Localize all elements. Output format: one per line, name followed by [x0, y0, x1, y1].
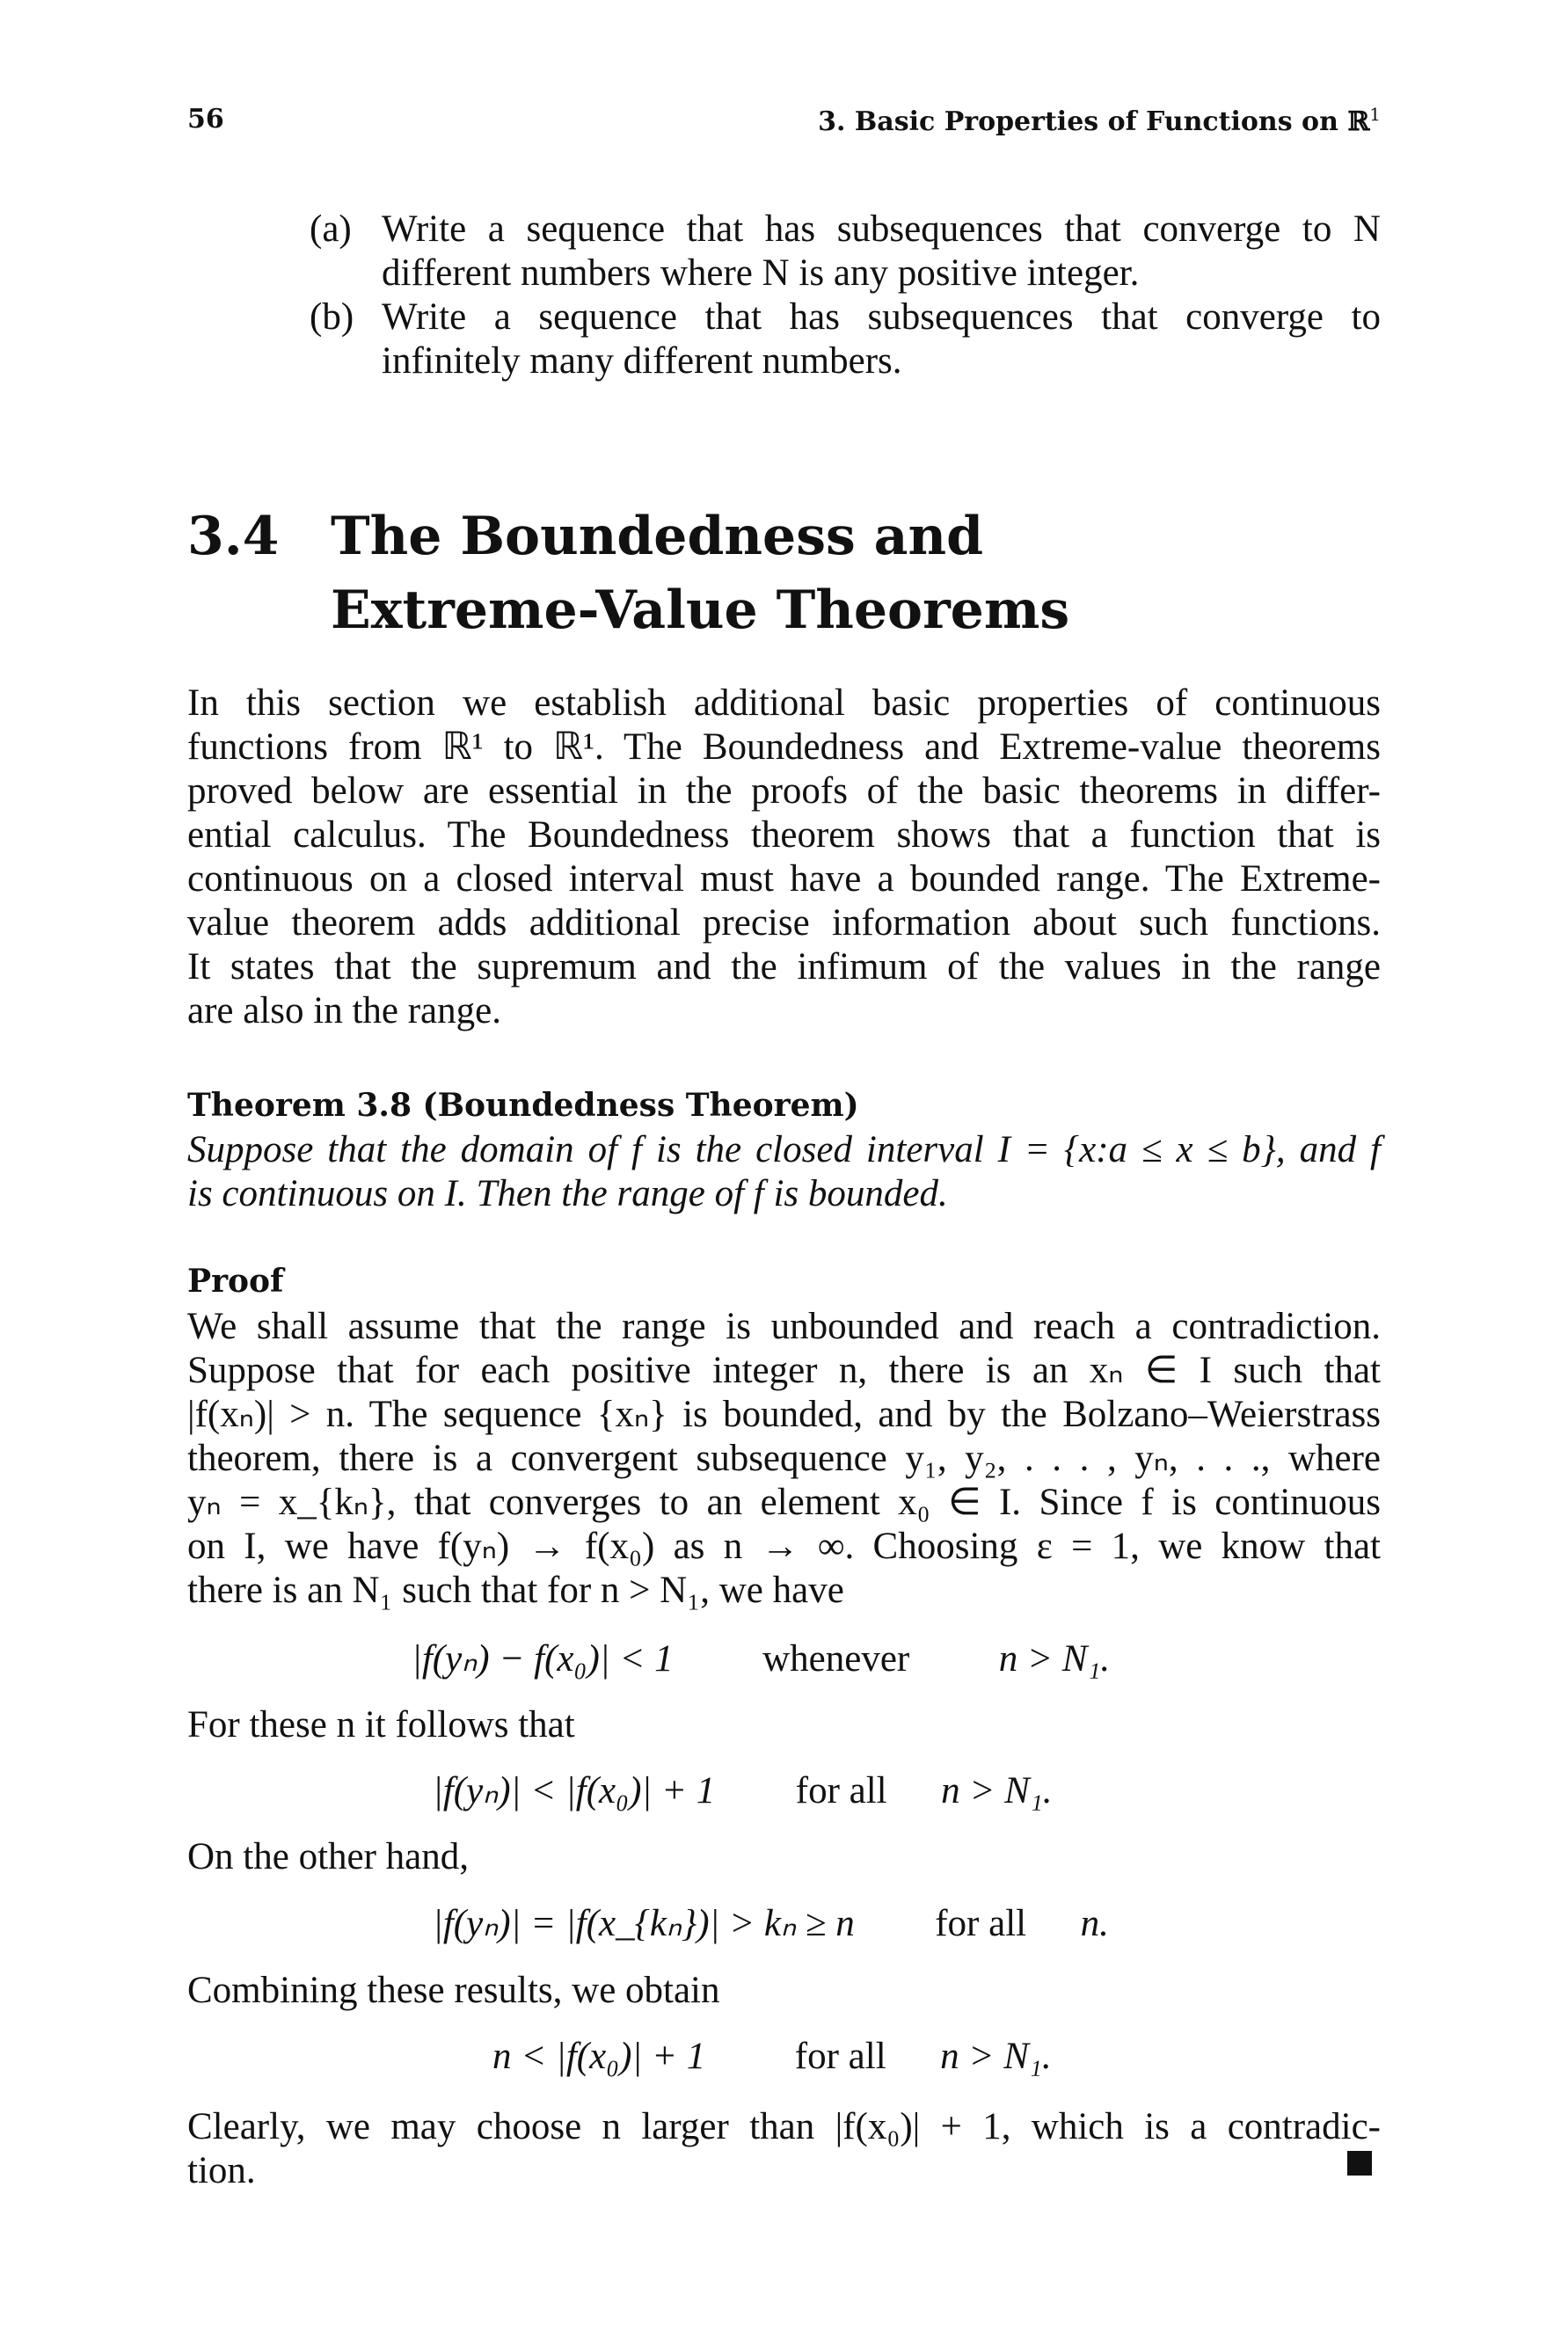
theorem-line: Suppose that the domain of f is the closed interval I = {x:a ≤ x ≤ b}, and f	[187, 1129, 1381, 1170]
display-equation	[492, 2035, 1052, 2079]
proof-line: Suppose that for each positive integer n, there is an xₙ ∈ I such that	[187, 1350, 1381, 1391]
proof-line: tion.	[187, 2150, 256, 2191]
exercise-marker: (b)	[310, 296, 354, 338]
proof-line: on I, we have f(yₙ) → f(x₀) as n → ∞. Choosing ε = 1, we know that	[187, 1526, 1381, 1567]
proof-conclusion	[187, 2105, 1381, 2193]
paragraph-line: proved below are essential in the proofs of the basic theorems in differ-	[187, 770, 1381, 812]
chapter-title: 3. Basic Properties of Functions on ℝ$^1$	[818, 104, 1381, 137]
equation-condition: for all	[935, 1903, 1027, 1944]
equation-left: n < |f(x₀)| + 1	[492, 2036, 706, 2077]
proof-heading: Proof	[187, 1263, 284, 1300]
equation-left: |f(yₙ)| < |f(x₀)| + 1	[433, 1770, 716, 1811]
theorem-line: is continuous on I. Then the range of f is bounded.	[187, 1173, 948, 1214]
equation-left: |f(yₙ) − f(x₀)| < 1	[412, 1638, 674, 1680]
paragraph-line: ential calculus. The Boundedness theorem shows that a function that is	[187, 814, 1381, 856]
exercise-line: Write a sequence that has subsequences that converge to	[382, 296, 1381, 338]
equation-condition: whenever	[762, 1638, 910, 1680]
section-title-line: The Boundedness and	[331, 506, 984, 567]
proof-line: Clearly, we may choose n larger than |f(x₀)| + 1, which is a contradic-	[187, 2106, 1381, 2147]
theorem-statement	[187, 1128, 1381, 1216]
paragraph-line: functions from ℝ¹ to ℝ¹. The Boundedness and Extreme-value theorems	[187, 726, 1381, 768]
exercise-item	[310, 295, 1381, 383]
section-number: 3.4	[187, 506, 280, 567]
exercise-list	[310, 208, 1381, 383]
equation-condition: for all	[795, 1770, 887, 1811]
display-equation	[433, 1902, 1109, 1946]
equation-right: n > N₁.	[998, 1638, 1111, 1680]
exercise-line: infinitely many different numbers.	[382, 340, 902, 382]
theorem-heading: Theorem 3.8 (Boundedness Theorem)	[187, 1087, 859, 1124]
equation-condition: for all	[794, 2036, 886, 2077]
equation-right: n.	[1080, 1903, 1109, 1944]
proof-line: We shall assume that the range is unbounded and reach a contradiction.	[187, 1306, 1381, 1347]
paragraph-line: value theorem adds additional precise information about such functions.	[187, 902, 1381, 944]
proof-line: theorem, there is a convergent subsequence y₁, y₂, . . . , yₙ, . . ., where	[187, 1438, 1381, 1479]
intro-paragraph	[187, 682, 1381, 1033]
qed-icon	[1347, 2151, 1372, 2176]
proof-line: |f(xₙ)| > n. The sequence {xₙ} is bounded, and by the Bolzano–Weierstrass	[187, 1394, 1381, 1435]
paragraph-line: continuous on a closed interval must have a bounded range. The Extreme-	[187, 858, 1381, 900]
section-title-line: Extreme-Value Theorems	[331, 579, 1070, 641]
running-head	[187, 104, 1381, 148]
exercise-line: Write a sequence that has subsequences that converge to N	[382, 208, 1381, 250]
proof-line: there is an N₁ such that for n > N₁, we have	[187, 1570, 844, 1611]
paragraph-line: In this section we establish additional basic properties of continuous	[187, 682, 1381, 724]
proof-text: For these n it follows that	[187, 1704, 575, 1746]
proof-text: Combining these results, we obtain	[187, 1970, 720, 2011]
proof-line: yₙ = x_{kₙ}, that converges to an element x₀ ∈ I. Since f is continuous	[187, 1482, 1381, 1523]
exercise-item	[310, 208, 1381, 295]
display-equation	[412, 1637, 1110, 1681]
paragraph-line: It states that the supremum and the infimum of the values in the range	[187, 946, 1381, 988]
equation-left: |f(yₙ)| = |f(x_{kₙ})| > kₙ ≥ n	[433, 1903, 855, 1944]
display-equation	[433, 1769, 1053, 1813]
proof-paragraph	[187, 1305, 1381, 1613]
paragraph-line: are also in the range.	[187, 990, 501, 1031]
exercise-line: different numbers where N is any positive integer.	[382, 252, 1140, 294]
equation-right: n > N₁.	[941, 1770, 1053, 1811]
equation-right: n > N₁.	[940, 2036, 1052, 2077]
section-title	[331, 499, 1377, 647]
exercise-marker: (a)	[310, 208, 352, 250]
page-number: 56	[187, 104, 224, 135]
proof-text: On the other hand,	[187, 1836, 470, 1877]
